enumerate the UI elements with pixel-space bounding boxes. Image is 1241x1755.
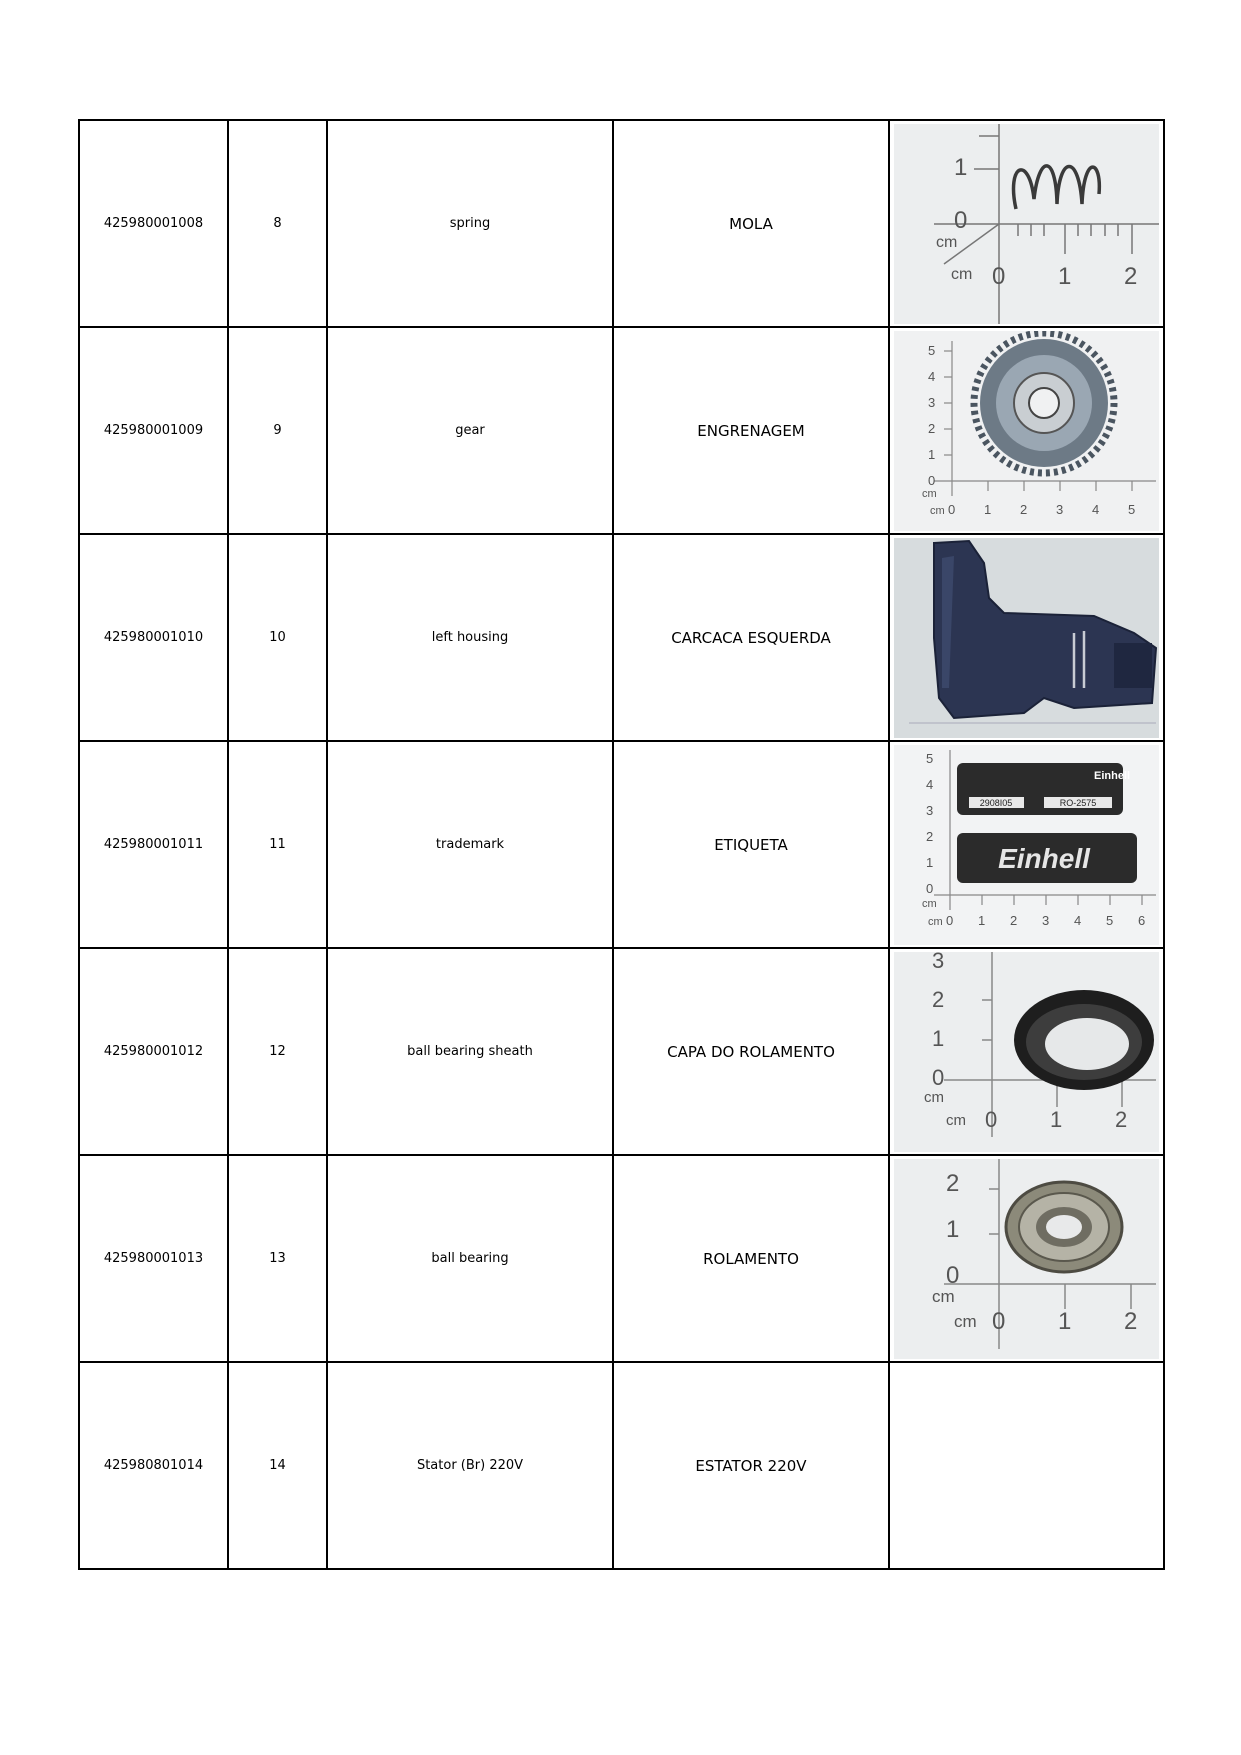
scale-tick-label: 5 — [1106, 912, 1114, 928]
table-row — [79, 741, 1164, 948]
part-image-cell — [889, 327, 1164, 534]
housing-photo — [894, 538, 1159, 738]
scale-tick-label: 4 — [928, 368, 936, 384]
scale-tick-label: 0 — [992, 262, 1006, 290]
scale-tick-label: 2 — [1115, 1106, 1128, 1132]
scale-unit-label: cm — [930, 504, 945, 517]
scale-tick-label: 4 — [1092, 501, 1100, 517]
part-name-en: ball bearing sheath — [327, 948, 613, 1155]
scale-unit-label: cm — [922, 487, 937, 500]
scale-unit-label: cm — [951, 265, 973, 283]
scale-tick-label: 0 — [985, 1106, 998, 1132]
part-name-en: Stator (Br) 220V — [327, 1362, 613, 1569]
scale-tick-label: 2 — [1020, 501, 1028, 517]
scale-tick-label: 0 — [946, 1261, 960, 1289]
scale-tick-label: 5 — [926, 750, 934, 766]
part-name-pt: MOLA — [613, 120, 889, 327]
serial-text: 2908I05 — [979, 797, 1013, 808]
scale-tick-label: 1 — [946, 1215, 960, 1243]
spring-photo — [894, 124, 1159, 324]
scale-unit-label: cm — [946, 1111, 966, 1129]
scale-tick-label: 0 — [932, 1064, 945, 1090]
part-name-en: ball bearing — [327, 1155, 613, 1362]
scale-tick-label: 3 — [1056, 501, 1064, 517]
part-name-pt: ENGRENAGEM — [613, 327, 889, 534]
article-number: 425980001008 — [79, 120, 228, 327]
scale-tick-label: 0 — [928, 472, 936, 488]
table-row — [79, 1362, 1164, 1569]
part-name-pt: ESTATOR 220V — [613, 1362, 889, 1569]
brand-text: Einhell — [1094, 769, 1131, 782]
part-name-en: left housing — [327, 534, 613, 741]
scale-tick-label: 2 — [932, 986, 945, 1012]
scale-tick-label: 0 — [946, 912, 954, 928]
sheath-photo — [894, 952, 1159, 1152]
scale-tick-label: 2 — [928, 420, 936, 436]
part-image-cell — [889, 120, 1164, 327]
scale-tick-label: 1 — [954, 153, 968, 181]
scale-tick-label: 0 — [948, 501, 956, 517]
label-photo — [894, 745, 1159, 945]
scale-unit-label: cm — [936, 233, 958, 251]
part-name-en: gear — [327, 327, 613, 534]
part-name-en: spring — [327, 120, 613, 327]
part-image-cell-empty — [889, 1362, 1164, 1569]
scale-tick-label: 3 — [932, 951, 945, 973]
scale-tick-label: 6 — [1138, 912, 1146, 928]
scale-tick-label: 1 — [928, 446, 936, 462]
scale-tick-label: 0 — [992, 1307, 1006, 1335]
part-name-en: trademark — [327, 741, 613, 948]
article-number: 425980001013 — [79, 1155, 228, 1362]
part-image-cell — [889, 1155, 1164, 1362]
position-number: 8 — [228, 120, 327, 327]
scale-tick-label: 1 — [932, 1025, 945, 1051]
scale-tick-label: 2 — [946, 1169, 960, 1197]
scale-tick-label: 3 — [926, 802, 934, 818]
scale-tick-label: 1 — [1050, 1106, 1063, 1132]
scale-unit-label: cm — [928, 915, 943, 928]
scale-tick-label: 0 — [926, 880, 934, 896]
part-name-pt: ROLAMENTO — [613, 1155, 889, 1362]
scale-tick-label: 4 — [1074, 912, 1082, 928]
table-row — [79, 534, 1164, 741]
scale-tick-label: 1 — [978, 912, 986, 928]
scale-unit-label: cm — [932, 1286, 955, 1306]
table-row — [79, 327, 1164, 534]
scale-tick-label: 1 — [1058, 262, 1072, 290]
gear-photo — [894, 331, 1159, 531]
scale-tick-label: 3 — [928, 394, 936, 410]
article-number: 425980001011 — [79, 741, 228, 948]
scale-unit-label: cm — [924, 1088, 944, 1106]
part-name-pt: CAPA DO ROLAMENTO — [613, 948, 889, 1155]
article-number: 425980001010 — [79, 534, 228, 741]
scale-tick-label: 2 — [1010, 912, 1018, 928]
article-number: 425980801014 — [79, 1362, 228, 1569]
scale-tick-label: 5 — [1128, 501, 1136, 517]
scale-unit-label: cm — [954, 1311, 977, 1331]
part-image-cell — [889, 741, 1164, 948]
position-number: 14 — [228, 1362, 327, 1569]
scale-tick-label: 1 — [1058, 1307, 1072, 1335]
position-number: 13 — [228, 1155, 327, 1362]
scale-tick-label: 2 — [926, 828, 934, 844]
article-number: 425980001012 — [79, 948, 228, 1155]
scale-tick-label: 0 — [954, 206, 968, 234]
bearing-photo — [894, 1159, 1159, 1359]
position-number: 9 — [228, 327, 327, 534]
scale-unit-label: cm — [922, 897, 937, 910]
part-name-pt: ETIQUETA — [613, 741, 889, 948]
position-number: 12 — [228, 948, 327, 1155]
scale-tick-label: 1 — [984, 501, 992, 517]
parts-table — [78, 119, 1165, 1570]
code-text: RO-2575 — [1059, 797, 1097, 808]
brand-logo-text: Einhell — [998, 842, 1090, 874]
article-number: 425980001009 — [79, 327, 228, 534]
scale-tick-label: 4 — [926, 776, 934, 792]
position-number: 10 — [228, 534, 327, 741]
part-image-cell — [889, 948, 1164, 1155]
scale-tick-label: 2 — [1124, 262, 1138, 290]
part-name-pt: CARCACA ESQUERDA — [613, 534, 889, 741]
table-row — [79, 1155, 1164, 1362]
scale-tick-label: 3 — [1042, 912, 1050, 928]
part-image-cell — [889, 534, 1164, 741]
scale-tick-label: 1 — [926, 854, 934, 870]
table-row — [79, 948, 1164, 1155]
scale-tick-label: 5 — [928, 342, 936, 358]
position-number: 11 — [228, 741, 327, 948]
table-row — [79, 120, 1164, 327]
scale-tick-label: 2 — [1124, 1307, 1138, 1335]
